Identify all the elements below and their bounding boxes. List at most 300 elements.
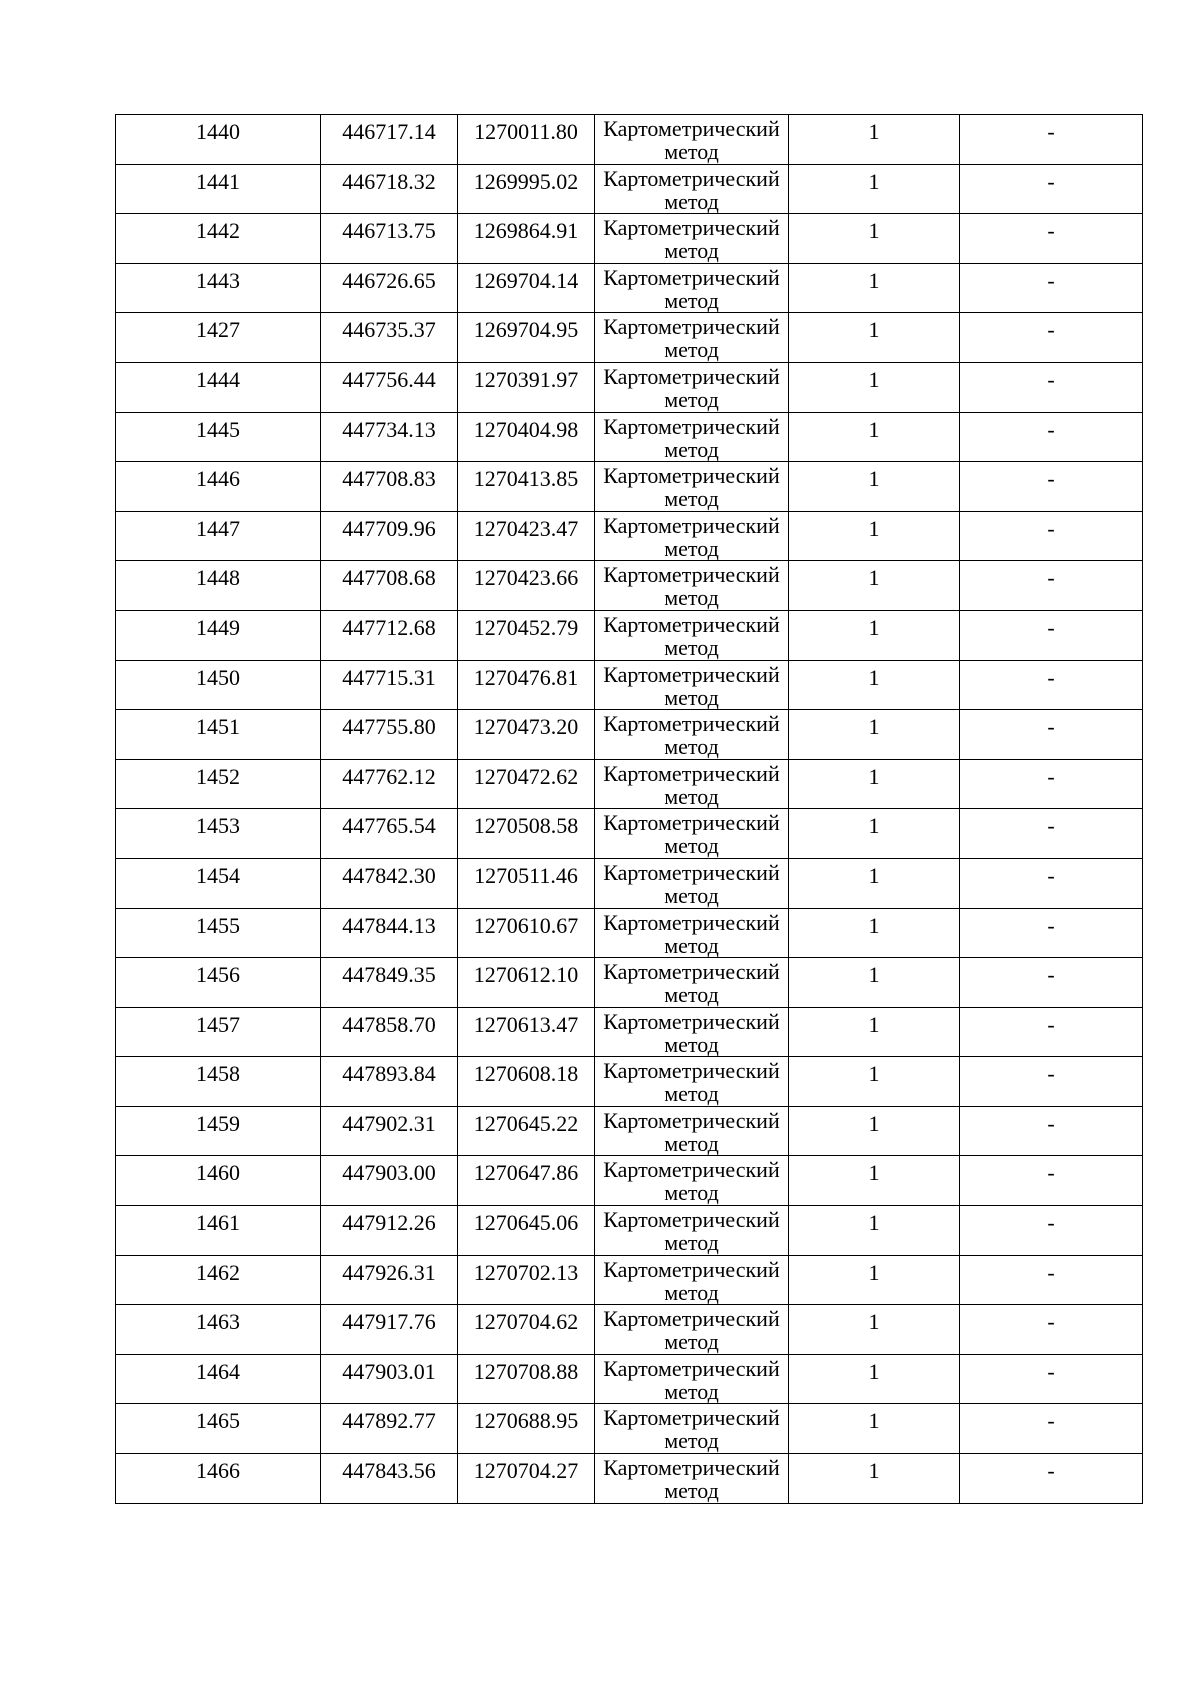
y-coordinate-cell xyxy=(458,462,595,512)
method-cell xyxy=(595,412,789,462)
accuracy-value: 1 xyxy=(868,119,880,144)
y-coordinate: 1270391.97 xyxy=(473,366,579,392)
table-row xyxy=(116,908,1143,958)
x-coordinate: 447756.44 xyxy=(342,366,436,392)
table-row xyxy=(116,164,1143,214)
method-line-2: метод xyxy=(664,486,719,512)
method-line-2: метод xyxy=(664,1130,719,1156)
accuracy-value: 1 xyxy=(868,1358,880,1384)
method-cell xyxy=(595,809,789,859)
accuracy-value: 1 xyxy=(868,1110,880,1136)
table-row xyxy=(116,214,1143,264)
method-text xyxy=(595,760,788,808)
note-value: - xyxy=(1047,714,1055,740)
accuracy-cell xyxy=(789,561,960,611)
point-number-cell xyxy=(116,561,321,611)
table-row xyxy=(116,1404,1143,1454)
table-row xyxy=(116,1305,1143,1355)
point-number: 1456 xyxy=(196,962,240,988)
accuracy-cell xyxy=(789,610,960,660)
point-number-cell xyxy=(116,1454,321,1504)
note-value: - xyxy=(1047,466,1055,492)
accuracy-value: 1 xyxy=(868,1259,880,1285)
y-coordinate: 1270688.95 xyxy=(473,1408,579,1434)
table-row xyxy=(116,610,1143,660)
accuracy-value: 1 xyxy=(868,1160,880,1186)
x-coordinate-cell xyxy=(321,263,458,313)
note-cell xyxy=(960,511,1143,561)
x-coordinate: 447765.54 xyxy=(342,813,436,839)
note-value: - xyxy=(1047,664,1055,690)
method-line-2: метод xyxy=(664,882,719,908)
method-line-1: Картометрический xyxy=(603,1405,780,1431)
point-number-cell xyxy=(116,462,321,512)
x-coordinate: 447843.56 xyxy=(342,1458,436,1484)
method-text xyxy=(595,1156,788,1204)
y-coordinate: 1270702.13 xyxy=(473,1259,579,1285)
x-coordinate: 447902.31 xyxy=(342,1110,436,1136)
method-line-1: Картометрический xyxy=(603,413,780,439)
y-coordinate-cell xyxy=(458,1454,595,1504)
y-coordinate: 1270613.47 xyxy=(473,1011,579,1037)
method-cell xyxy=(595,759,789,809)
accuracy-cell xyxy=(789,1305,960,1355)
note-value: - xyxy=(1047,1011,1055,1037)
x-coordinate: 447849.35 xyxy=(342,962,436,988)
note-cell xyxy=(960,1106,1143,1156)
y-coordinate: 1269704.14 xyxy=(473,267,579,293)
y-coordinate: 1270404.98 xyxy=(473,416,579,442)
note-value: - xyxy=(1047,267,1055,293)
method-text xyxy=(595,809,788,857)
method-line-1: Картометрический xyxy=(603,363,780,389)
method-cell xyxy=(595,1404,789,1454)
method-line-1: Картометрический xyxy=(603,1157,780,1183)
y-coordinate: 1270708.88 xyxy=(473,1358,579,1384)
y-coordinate-cell xyxy=(458,412,595,462)
point-number: 1453 xyxy=(196,813,240,839)
point-number: 1446 xyxy=(196,466,240,492)
point-number: 1457 xyxy=(196,1011,240,1037)
point-number: 1444 xyxy=(196,366,240,392)
note-cell xyxy=(960,958,1143,1008)
note-cell xyxy=(960,263,1143,313)
accuracy-cell xyxy=(789,1404,960,1454)
point-number: 1452 xyxy=(196,763,240,789)
table-row xyxy=(116,412,1143,462)
note-value: - xyxy=(1047,317,1055,343)
method-line-1: Картометрический xyxy=(603,1455,780,1481)
method-cell xyxy=(595,908,789,958)
note-cell xyxy=(960,1156,1143,1206)
x-coordinate-cell xyxy=(321,462,458,512)
table-row xyxy=(116,561,1143,611)
point-number: 1459 xyxy=(196,1110,240,1136)
method-line-2: метод xyxy=(664,238,719,264)
note-value: - xyxy=(1047,1160,1055,1186)
note-value: - xyxy=(1047,912,1055,938)
note-cell xyxy=(960,858,1143,908)
note-cell xyxy=(960,759,1143,809)
note-cell xyxy=(960,1255,1143,1305)
table-row xyxy=(116,809,1143,859)
point-number-cell xyxy=(116,759,321,809)
x-coordinate-cell xyxy=(321,610,458,660)
accuracy-value: 1 xyxy=(868,614,880,640)
method-cell xyxy=(595,1206,789,1256)
accuracy-value: 1 xyxy=(868,168,880,194)
accuracy-cell xyxy=(789,1007,960,1057)
x-coordinate-cell xyxy=(321,1354,458,1404)
method-cell xyxy=(595,1156,789,1206)
method-line-2: метод xyxy=(664,1180,719,1206)
y-coordinate: 1270612.10 xyxy=(473,962,579,988)
accuracy-cell xyxy=(789,1454,960,1504)
coordinates-table-body xyxy=(116,115,1143,1504)
x-coordinate: 446726.65 xyxy=(342,267,436,293)
method-line-1: Картометрический xyxy=(603,1256,780,1282)
method-cell xyxy=(595,313,789,363)
method-text xyxy=(595,958,788,1006)
y-coordinate-cell xyxy=(458,908,595,958)
y-coordinate: 1270645.06 xyxy=(473,1210,579,1236)
method-line-1: Картометрический xyxy=(603,1306,780,1332)
method-line-2: метод xyxy=(664,1081,719,1107)
coordinates-table xyxy=(115,114,1143,1504)
note-value: - xyxy=(1047,1458,1055,1484)
accuracy-cell xyxy=(789,511,960,561)
y-coordinate-cell xyxy=(458,164,595,214)
x-coordinate: 447912.26 xyxy=(342,1210,436,1236)
point-number-cell xyxy=(116,263,321,313)
accuracy-value: 1 xyxy=(868,1011,880,1037)
x-coordinate-cell xyxy=(321,214,458,264)
point-number-cell xyxy=(116,1206,321,1256)
x-coordinate-cell xyxy=(321,908,458,958)
x-coordinate-cell xyxy=(321,164,458,214)
table-row xyxy=(116,263,1143,313)
method-text xyxy=(595,1305,788,1353)
method-text xyxy=(595,115,788,163)
method-line-2: метод xyxy=(664,734,719,760)
x-coordinate: 447842.30 xyxy=(342,862,436,888)
y-coordinate: 1270423.47 xyxy=(473,515,579,541)
accuracy-value: 1 xyxy=(868,1458,880,1484)
accuracy-value: 1 xyxy=(868,416,880,442)
x-coordinate-cell xyxy=(321,759,458,809)
point-number-cell xyxy=(116,1007,321,1057)
accuracy-cell xyxy=(789,412,960,462)
accuracy-value: 1 xyxy=(868,962,880,988)
y-coordinate: 1270610.67 xyxy=(473,912,579,938)
method-text xyxy=(595,1256,788,1304)
method-text xyxy=(595,859,788,907)
method-line-1: Картометрический xyxy=(603,1058,780,1084)
method-line-2: метод xyxy=(664,188,719,214)
y-coordinate-cell xyxy=(458,660,595,710)
method-line-2: метод xyxy=(664,436,719,462)
note-cell xyxy=(960,1354,1143,1404)
note-cell xyxy=(960,462,1143,512)
method-line-2: метод xyxy=(664,139,719,164)
accuracy-value: 1 xyxy=(868,267,880,293)
point-number-cell xyxy=(116,313,321,363)
point-number-cell xyxy=(116,660,321,710)
accuracy-cell xyxy=(789,214,960,264)
x-coordinate-cell xyxy=(321,1057,458,1107)
y-coordinate: 1270645.22 xyxy=(473,1110,579,1136)
point-number: 1462 xyxy=(196,1259,240,1285)
method-cell xyxy=(595,115,789,165)
point-number-cell xyxy=(116,115,321,165)
table-row xyxy=(116,1106,1143,1156)
accuracy-cell xyxy=(789,313,960,363)
x-coordinate: 447709.96 xyxy=(342,515,436,541)
method-line-2: метод xyxy=(664,386,719,412)
x-coordinate: 447926.31 xyxy=(342,1259,436,1285)
accuracy-cell xyxy=(789,858,960,908)
point-number-cell xyxy=(116,214,321,264)
note-value: - xyxy=(1047,1061,1055,1087)
y-coordinate: 1270511.46 xyxy=(474,862,578,888)
method-line-2: метод xyxy=(664,833,719,859)
table-row xyxy=(116,1255,1143,1305)
note-value: - xyxy=(1047,515,1055,541)
accuracy-cell xyxy=(789,710,960,760)
y-coordinate-cell xyxy=(458,858,595,908)
method-line-1: Картометрический xyxy=(603,1008,780,1034)
x-coordinate-cell xyxy=(321,511,458,561)
note-cell xyxy=(960,660,1143,710)
note-value: - xyxy=(1047,366,1055,392)
x-coordinate: 446717.14 xyxy=(342,119,436,144)
y-coordinate: 1270608.18 xyxy=(473,1061,579,1087)
method-line-1: Картометрический xyxy=(603,1107,780,1133)
table-row xyxy=(116,115,1143,165)
method-cell xyxy=(595,1057,789,1107)
x-coordinate: 447903.00 xyxy=(342,1160,436,1186)
accuracy-value: 1 xyxy=(868,317,880,343)
point-number: 1460 xyxy=(196,1160,240,1186)
accuracy-value: 1 xyxy=(868,1408,880,1434)
point-number: 1466 xyxy=(196,1458,240,1484)
table-row xyxy=(116,1206,1143,1256)
point-number: 1455 xyxy=(196,912,240,938)
accuracy-value: 1 xyxy=(868,565,880,591)
accuracy-cell xyxy=(789,115,960,165)
y-coordinate: 1270704.27 xyxy=(473,1458,579,1484)
method-text xyxy=(595,1008,788,1056)
note-value: - xyxy=(1047,1358,1055,1384)
table-row xyxy=(116,1057,1143,1107)
point-number-cell xyxy=(116,809,321,859)
y-coordinate-cell xyxy=(458,610,595,660)
y-coordinate: 1270647.86 xyxy=(473,1160,579,1186)
method-text xyxy=(595,661,788,709)
y-coordinate-cell xyxy=(458,511,595,561)
point-number-cell xyxy=(116,1156,321,1206)
y-coordinate: 1270423.66 xyxy=(473,565,579,591)
table-row xyxy=(116,660,1143,710)
x-coordinate-cell xyxy=(321,1007,458,1057)
method-text xyxy=(595,313,788,361)
x-coordinate: 447755.80 xyxy=(342,714,436,740)
table-row xyxy=(116,858,1143,908)
x-coordinate-cell xyxy=(321,710,458,760)
point-number-cell xyxy=(116,958,321,1008)
y-coordinate: 1270011.80 xyxy=(474,119,578,144)
table-row xyxy=(116,958,1143,1008)
method-text xyxy=(595,561,788,609)
point-number-cell xyxy=(116,362,321,412)
x-coordinate: 447708.83 xyxy=(342,466,436,492)
method-line-1: Картометрический xyxy=(603,760,780,786)
y-coordinate: 1269864.91 xyxy=(473,218,579,244)
accuracy-value: 1 xyxy=(868,515,880,541)
y-coordinate: 1269704.95 xyxy=(473,317,579,343)
note-cell xyxy=(960,214,1143,264)
point-number: 1441 xyxy=(196,168,240,194)
method-text xyxy=(595,214,788,262)
x-coordinate-cell xyxy=(321,1404,458,1454)
accuracy-value: 1 xyxy=(868,912,880,938)
x-coordinate-cell xyxy=(321,958,458,1008)
y-coordinate-cell xyxy=(458,958,595,1008)
note-cell xyxy=(960,561,1143,611)
x-coordinate-cell xyxy=(321,412,458,462)
accuracy-value: 1 xyxy=(868,366,880,392)
note-cell xyxy=(960,1206,1143,1256)
point-number-cell xyxy=(116,710,321,760)
accuracy-value: 1 xyxy=(868,1210,880,1236)
note-value: - xyxy=(1047,168,1055,194)
accuracy-cell xyxy=(789,908,960,958)
accuracy-cell xyxy=(789,362,960,412)
y-coordinate: 1269995.02 xyxy=(473,168,579,194)
method-cell xyxy=(595,164,789,214)
note-cell xyxy=(960,412,1143,462)
method-text xyxy=(595,1206,788,1254)
x-coordinate: 447715.31 xyxy=(342,664,436,690)
method-text xyxy=(595,1107,788,1155)
method-line-2: метод xyxy=(664,932,719,958)
method-line-2: метод xyxy=(664,337,719,363)
method-text xyxy=(595,1454,788,1502)
method-cell xyxy=(595,263,789,313)
y-coordinate: 1270413.85 xyxy=(473,466,579,492)
table-row xyxy=(116,1007,1143,1057)
point-number-cell xyxy=(116,1106,321,1156)
method-line-2: метод xyxy=(664,1031,719,1057)
method-line-2: метод xyxy=(664,287,719,313)
x-coordinate: 446718.32 xyxy=(342,168,436,194)
x-coordinate: 447917.76 xyxy=(342,1309,436,1335)
note-value: - xyxy=(1047,416,1055,442)
accuracy-cell xyxy=(789,1255,960,1305)
accuracy-value: 1 xyxy=(868,466,880,492)
method-cell xyxy=(595,958,789,1008)
y-coordinate-cell xyxy=(458,214,595,264)
point-number: 1450 xyxy=(196,664,240,690)
method-cell xyxy=(595,362,789,412)
x-coordinate-cell xyxy=(321,1454,458,1504)
note-value: - xyxy=(1047,1110,1055,1136)
method-line-2: метод xyxy=(664,1428,719,1454)
method-line-1: Картометрический xyxy=(603,562,780,588)
method-cell xyxy=(595,1255,789,1305)
note-value: - xyxy=(1047,1210,1055,1236)
method-text xyxy=(595,264,788,312)
table-row xyxy=(116,1156,1143,1206)
point-number-cell xyxy=(116,511,321,561)
y-coordinate-cell xyxy=(458,313,595,363)
note-value: - xyxy=(1047,1309,1055,1335)
method-line-2: метод xyxy=(664,1478,719,1504)
point-number-cell xyxy=(116,164,321,214)
x-coordinate: 447858.70 xyxy=(342,1011,436,1037)
note-value: - xyxy=(1047,862,1055,888)
accuracy-cell xyxy=(789,263,960,313)
note-cell xyxy=(960,908,1143,958)
point-number-cell xyxy=(116,1057,321,1107)
note-value: - xyxy=(1047,962,1055,988)
y-coordinate-cell xyxy=(458,263,595,313)
x-coordinate-cell xyxy=(321,858,458,908)
x-coordinate-cell xyxy=(321,1206,458,1256)
x-coordinate: 447892.77 xyxy=(342,1408,436,1434)
method-text xyxy=(595,710,788,758)
method-line-1: Картометрический xyxy=(603,959,780,985)
method-cell xyxy=(595,610,789,660)
y-coordinate: 1270704.62 xyxy=(473,1309,579,1335)
method-cell xyxy=(595,511,789,561)
accuracy-cell xyxy=(789,462,960,512)
point-number: 1458 xyxy=(196,1061,240,1087)
table-row xyxy=(116,313,1143,363)
y-coordinate-cell xyxy=(458,1106,595,1156)
method-line-2: метод xyxy=(664,1378,719,1404)
accuracy-value: 1 xyxy=(868,813,880,839)
method-line-1: Картометрический xyxy=(603,264,780,290)
accuracy-cell xyxy=(789,1206,960,1256)
note-cell xyxy=(960,115,1143,165)
method-cell xyxy=(595,660,789,710)
accuracy-cell xyxy=(789,164,960,214)
point-number-cell xyxy=(116,858,321,908)
point-number: 1461 xyxy=(196,1210,240,1236)
table-row xyxy=(116,511,1143,561)
accuracy-value: 1 xyxy=(868,218,880,244)
accuracy-cell xyxy=(789,958,960,1008)
y-coordinate: 1270473.20 xyxy=(473,714,579,740)
method-line-1: Картометрический xyxy=(603,909,780,935)
accuracy-cell xyxy=(789,1057,960,1107)
accuracy-cell xyxy=(789,1106,960,1156)
method-cell xyxy=(595,1305,789,1355)
method-line-1: Картометрический xyxy=(603,711,780,737)
note-value: - xyxy=(1047,565,1055,591)
point-number-cell xyxy=(116,1404,321,1454)
method-line-1: Картометрический xyxy=(603,1355,780,1381)
x-coordinate: 447712.68 xyxy=(342,614,436,640)
method-cell xyxy=(595,1106,789,1156)
y-coordinate-cell xyxy=(458,1404,595,1454)
method-line-1: Картометрический xyxy=(603,116,780,141)
point-number-cell xyxy=(116,610,321,660)
note-cell xyxy=(960,610,1143,660)
note-value: - xyxy=(1047,119,1055,144)
point-number: 1443 xyxy=(196,267,240,293)
